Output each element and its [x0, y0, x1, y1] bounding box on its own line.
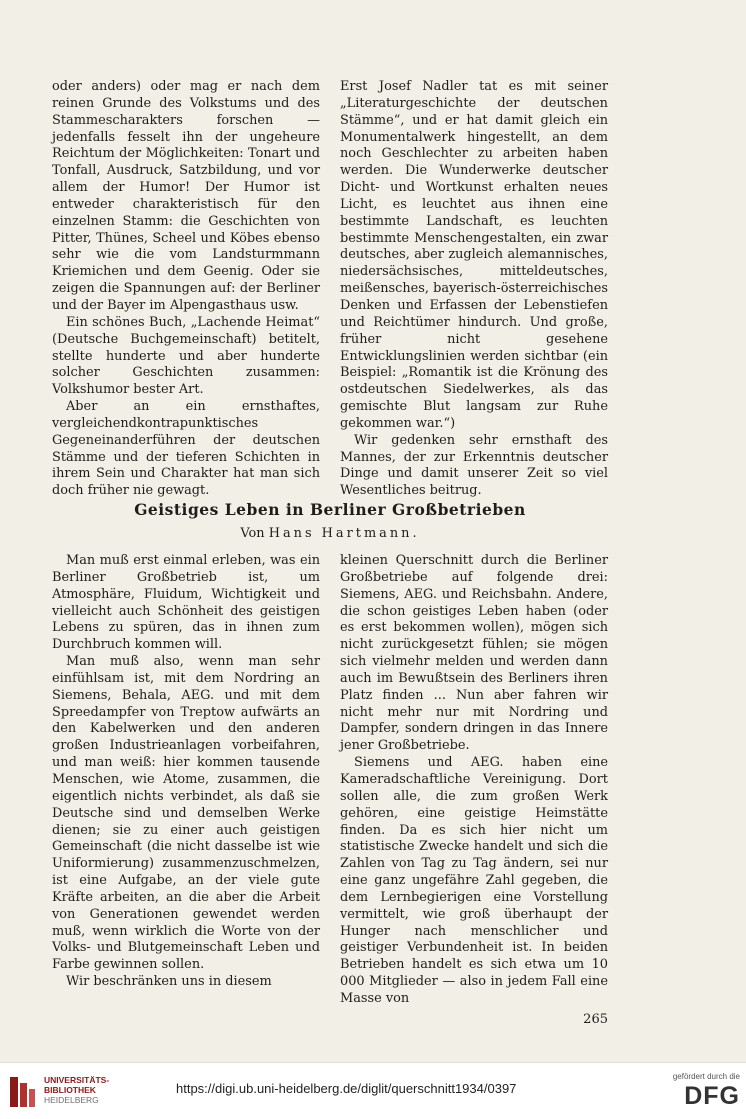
library-name-line: UNIVERSITÄTS- — [44, 1075, 110, 1085]
library-name-line: BIBLIOTHEK — [44, 1085, 96, 1095]
paragraph: Ein schönes Buch, „Lachende Heimat“ (Deutsche Buchgemeinschaft) betitelt, stellte hunderte und aber hunderte solcher Geschichten zusammen: Volkshumor bester Art. — [52, 314, 320, 398]
paragraph: kleinen Querschnitt durch die Berliner Großbetriebe auf folgende drei: Siemens, AEG. und Reichsbahn. Andere, die schon geistiges Leben haben (oder es erst bekommen wollen), mögen sich nicht zurückgesetzt fühlen; sie mögen sich vielmehr melden und werden dann auch im Bewußtsein des Berliners ihren Platz finden ... Nun aber fahren wir nicht mehr nur mit Nordring und Dampfer, sondern dringen in das Innere jener Großbetriebe. — [340, 553, 608, 754]
paragraph: Siemens und AEG. haben eine Kameradschaftliche Vereinigung. Dort sollen alle, die zum großen Werk gehören, eine geistige Heimstätte finden. Da es sich hier nicht um statistische Zwecke handelt und sich die Zahlen von Tag zu Tag ändern, sei nur eine ganz ungefähre Zahl gegeben, die dem Lernbegierigen eine Vorstellung vermittelt, wie groß überhaupt der Hunger nach menschlicher und geistiger Verbundenheit ist. In beiden Betrieben handelt es sich etwa um 10 000 Mitglieder — also in jedem Fall eine Masse von — [340, 755, 608, 1006]
funding-caption: gefördert durch die — [672, 1072, 740, 1081]
top-left-column — [52, 79, 320, 500]
paragraph: Man muß erst einmal erleben, was ein Berliner Großbetrieb ist, um Atmosphäre, Fluidum, Wichtigkeit und vielleicht auch Schönheit des geistigen Lebens zu spüren, das in ihnen zum Durchbruch kommen will. — [52, 553, 320, 653]
paragraph: Erst Josef Nadler tat es mit seiner „Literaturgeschichte der deutschen Stämme“, und er hat damit gleich ein Monumentalwerk hingestellt, an dem noch Geschlechter zu arbeiten haben werden. Die Wunderwerke deutscher Dicht- und Wortkunst erhalten neues Licht, es leuchtet aus ihnen eine bestimmte Landschaft, es leuchten bestimmte Menschengestalten, ein zwar deutsches, aber zugleich alemannisches, niedersächsisches, mitteldeutsches, meißensches, bayerisch-österreichisches Denken und Erfassen der Lebenstiefen und Reichtümer hindurch. Und große, früher nicht gesehene Entwicklungslinien werden sichtbar (ein Beispiel: „Romantik ist die Krönung des ostdeutschen Siedelwerkes, als das gemischte Blut langsam zur Ruhe gekommen war.“) — [340, 79, 609, 431]
library-logo-icon — [8, 1073, 38, 1111]
author-name: Hans Hartmann. — [268, 526, 420, 541]
dfg-logo[interactable]: DFG — [684, 1082, 740, 1110]
byline — [52, 526, 608, 541]
article-title: Geistiges Leben in Berliner Großbetrieben — [134, 500, 526, 519]
paragraph: Man muß also, wenn man sehr einfühlsam ist, mit dem Nordring an Siemens, Behala, AEG. und mit dem Spreedampfer von Treptow aufwärts an den Kabelwerken und den anderen großen Industrieanlagen vorbeifahren, und man weiß: hier kommen tausende Menschen, wie Atome, zusammen, die eigentlich nichts verbindet, als daß sie Deutsche sind und demselben Werke dienen; sie zu einer auch geistigen Gemeinschaft (die nicht dasselbe ist wie Uniformierung) zusammenzuschmelzen, ist eine Aufgabe, an der viele gute Kräfte arbeiten, an die aber die Arbeit von Generationen gewendet werden muß, wenn wirklich die Worte von der Volks- und Blutgemeinschaft Leben und Farbe gewinnen sollen. — [52, 654, 320, 973]
paragraph: Wir beschränken uns in diesem — [66, 974, 272, 990]
byline-prefix: Von — [240, 526, 265, 541]
bottom-right-column — [340, 553, 608, 1008]
library-name-line: HEIDELBERG — [44, 1095, 99, 1105]
library-name[interactable] — [44, 1075, 109, 1105]
page-number: 265 — [583, 1012, 608, 1027]
paragraph: Wir gedenken sehr ernsthaft des Mannes, der zur Erkenntnis deutscher Dinge und damit unserer Zeit so viel Wesentliches beitrug. — [340, 432, 608, 499]
permalink-url[interactable]: https://digi.ub.uni-heidelberg.de/diglit/querschnitt1934/0397 — [176, 1081, 517, 1096]
top-right-column — [340, 79, 608, 500]
viewer-footer — [0, 1062, 746, 1119]
bottom-left-column — [52, 553, 320, 991]
paragraph: Aber an ein ernsthaftes, vergleichendkontrapunktisches Gegeneinanderführen der deutschen Stämme und der tieferen Schichten in ihrem Sein und Charakter hat man sich doch früher nie gewagt. — [52, 399, 320, 499]
paragraph: oder anders) oder mag er nach dem reinen Grunde des Volkstums und des Stammescharakters forschen — jedenfalls fesselt ihn der ungeheure Reichtum der Möglichkeiten: Tonart und Tonfall, Ausdruck, Satzbildung, und vor allem der Humor! Der Humor ist entweder charakteristisch für den einzelnen Stamm: die Geschichten von Pitter, Thünes, Scheel und Köbes ebenso sehr wie die vom Landsturmmann Kriemichen und dem Geenig. Oder sie zeigen die Spannungen auf: der Berliner und der Bayer im Alpengasthaus usw. — [52, 79, 320, 313]
